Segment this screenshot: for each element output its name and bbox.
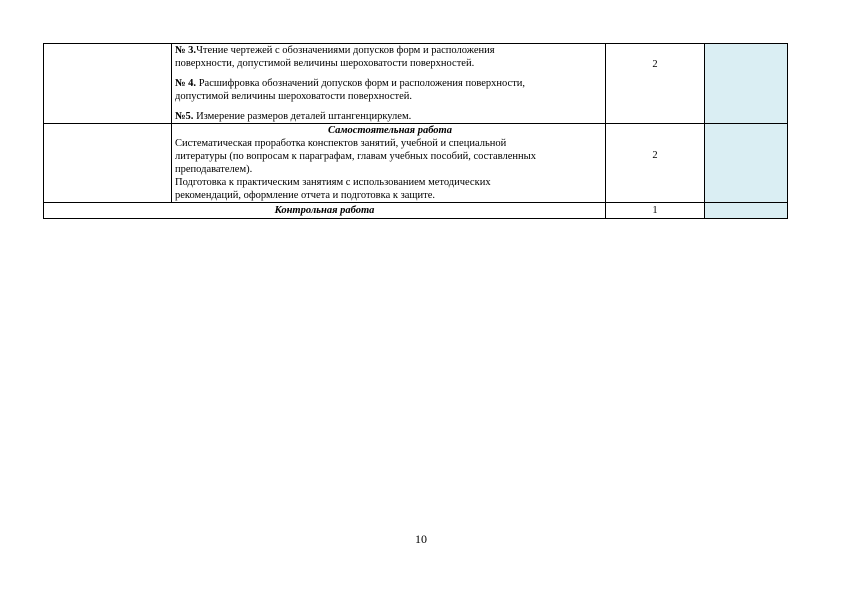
item-5 — [175, 110, 605, 123]
hours-value: 2 — [652, 150, 658, 161]
empty-cell — [44, 124, 172, 203]
item-4-text-line1: Расшифровка обозначений допусков форм и расположения поверхности, — [196, 78, 526, 89]
item-3-number: № 3. — [175, 45, 197, 56]
self-study-p1-line1: Систематическая проработка конспектов занятий, учебной и специальной — [175, 138, 507, 149]
item-5-number: №5. — [175, 111, 194, 122]
item-3 — [175, 44, 605, 57]
practical-topics-cell — [172, 44, 606, 124]
hours-cell — [606, 124, 705, 203]
item-4 — [175, 77, 605, 90]
shaded-cell — [705, 44, 788, 124]
curriculum-table — [43, 43, 788, 219]
self-study-cell — [172, 124, 606, 203]
item-3-text-line1: Чтение чертежей с обозначениями допусков форм и расположения — [196, 45, 495, 56]
self-study-title: Самостоятельная работа — [328, 125, 452, 136]
item-3-text-line2: поверхности, допустимой величины шероховатости поверхностей. — [175, 58, 475, 69]
self-study-p2-line1: Подготовка к практическим занятиям с использованием методических — [175, 177, 491, 188]
page-number: 10 — [415, 532, 427, 546]
item-5-text: Измерение размеров деталей штангенциркулем. — [193, 111, 412, 122]
shaded-cell — [705, 203, 788, 219]
empty-cell — [44, 44, 172, 124]
control-work-label: Контрольная работа — [44, 203, 606, 219]
item-4-number: № 4. — [175, 78, 197, 89]
self-study-p1-line3: преподавателем). — [175, 164, 253, 175]
self-study-p1-line2: литературы (по вопросам к параграфам, главам учебных пособий, составленных — [175, 151, 536, 162]
table-row — [44, 124, 788, 203]
self-study-p2-line2: рекомендаций, оформление отчета и подготовка к защите. — [175, 190, 435, 201]
hours-value: 2 — [652, 59, 658, 70]
table-row — [44, 203, 788, 219]
shaded-cell — [705, 124, 788, 203]
item-4-text-line2: допустимой величины шероховатости поверхностей. — [175, 91, 413, 102]
hours-cell — [606, 44, 705, 124]
table-row — [44, 44, 788, 124]
control-hours-value: 1 — [606, 203, 705, 219]
